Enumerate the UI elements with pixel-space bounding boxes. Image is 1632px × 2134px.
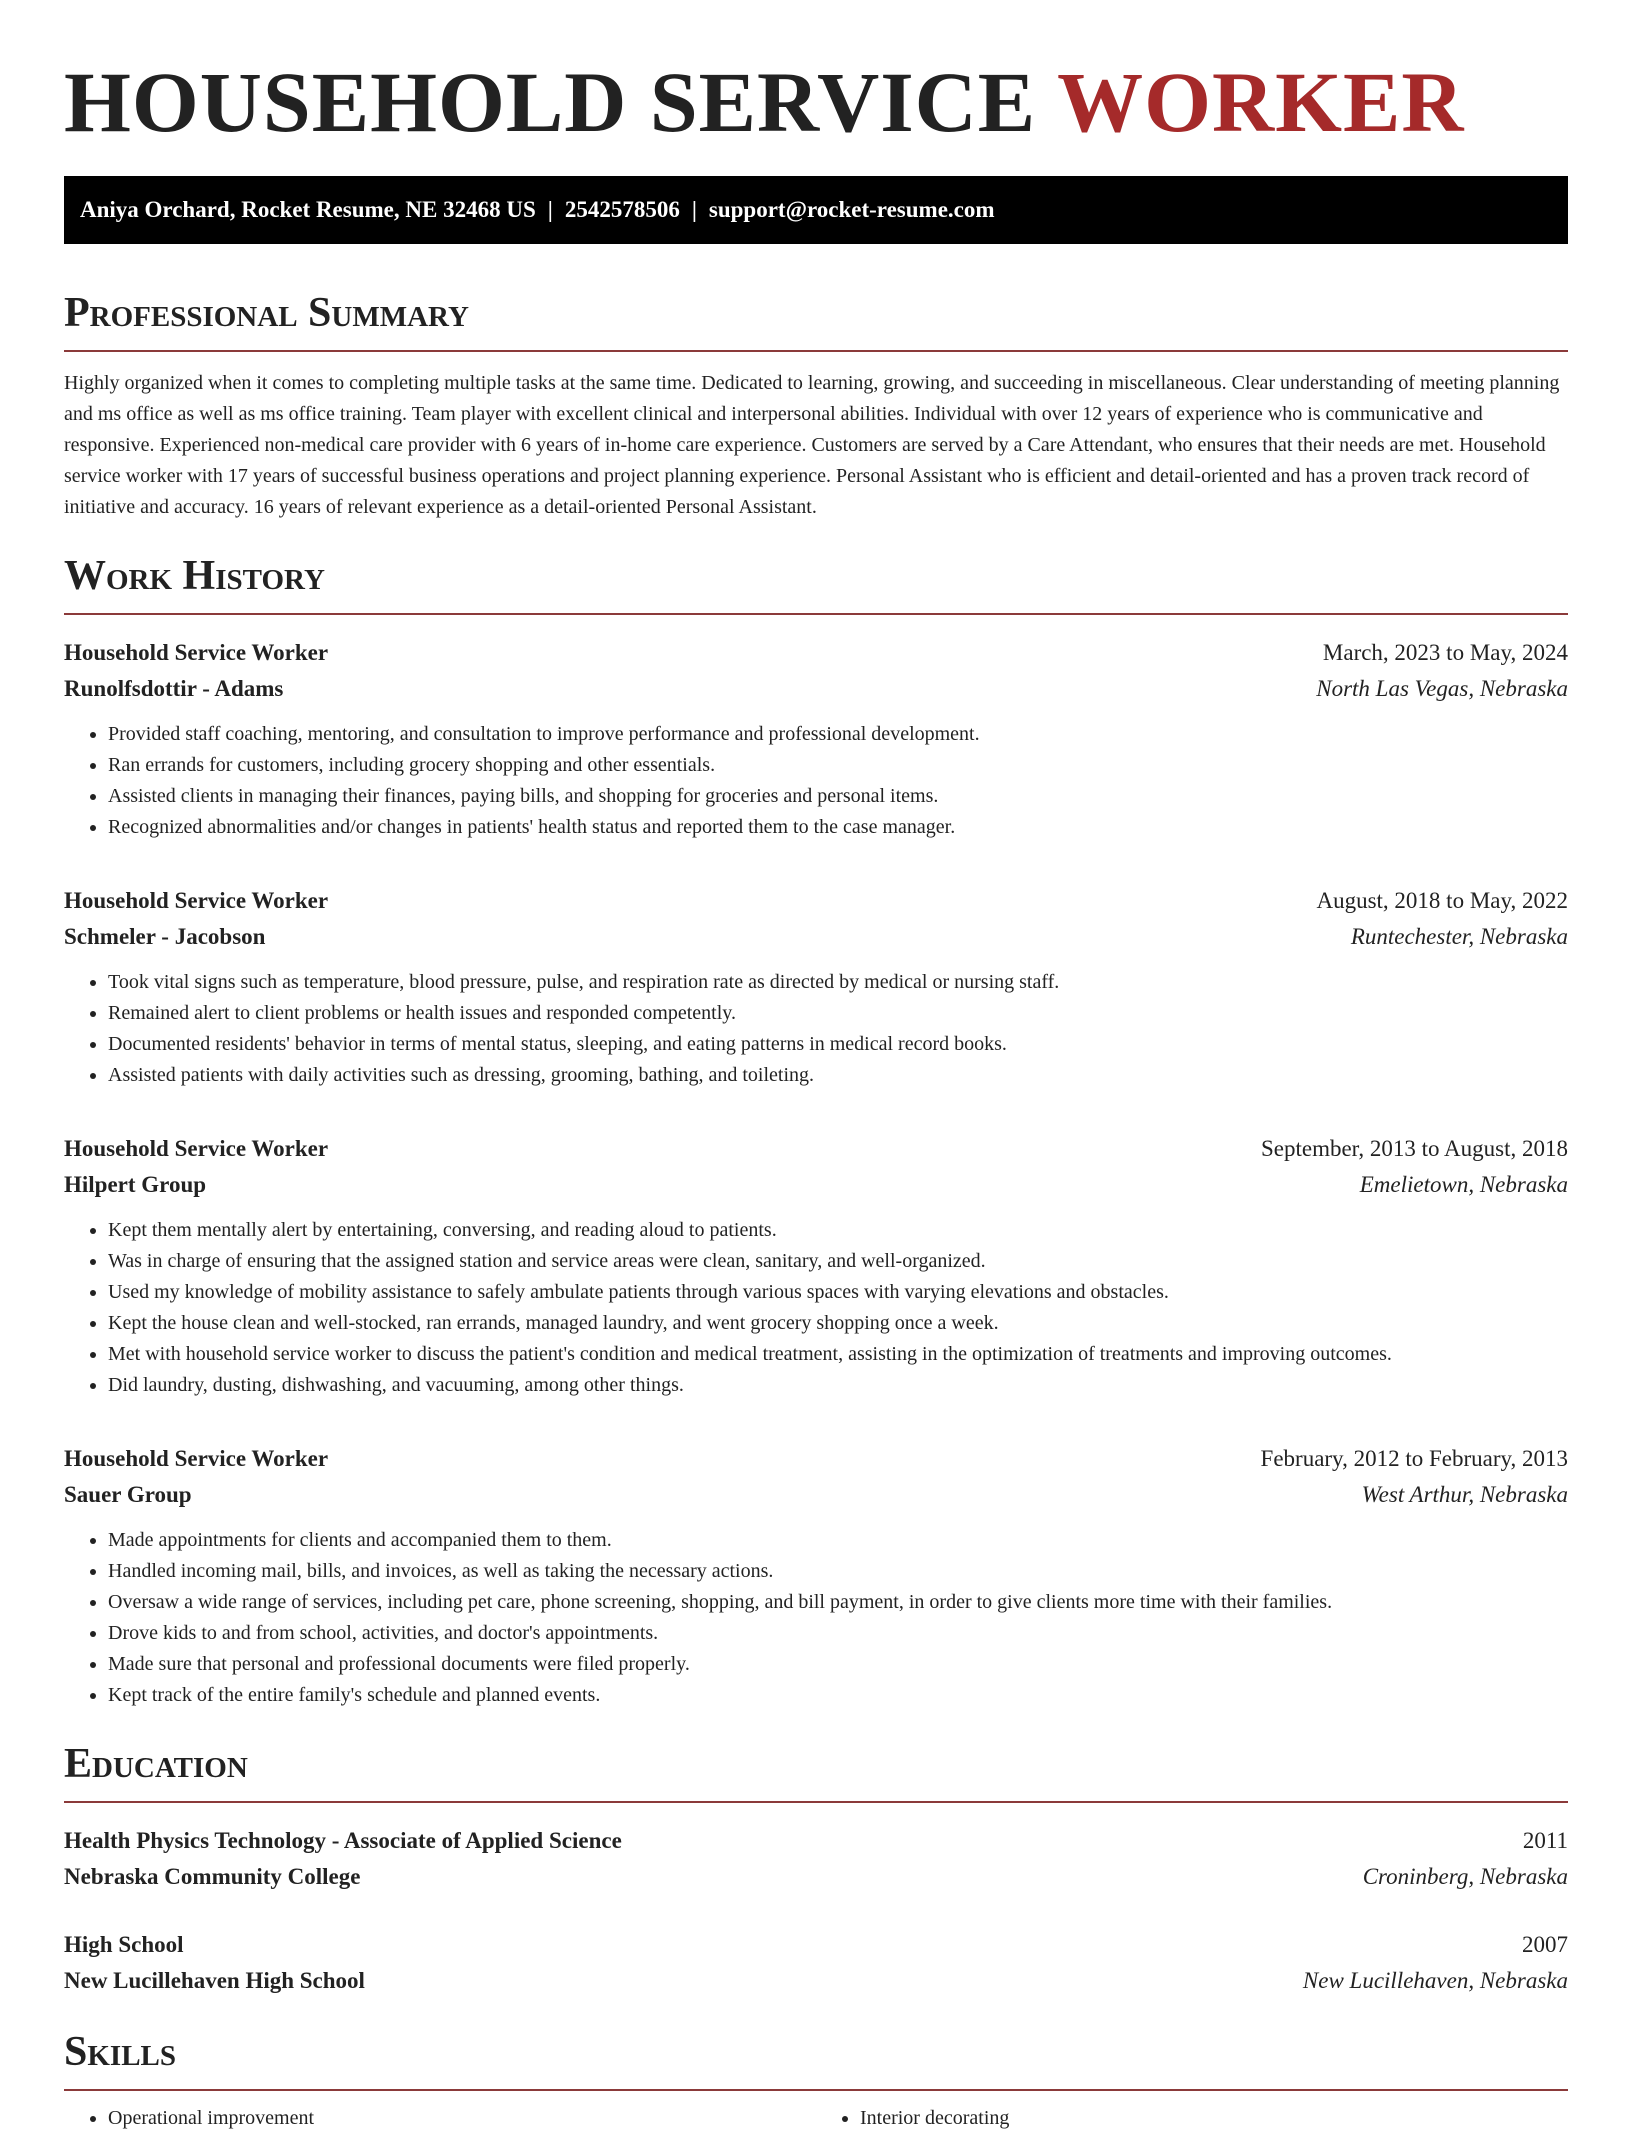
job-duties-list: [64, 719, 1568, 843]
section-divider: [64, 1801, 1568, 1803]
job-duty: • Oversaw a wide range of services, including pet care, phone screening, shopping, and bill payment, in order to give clients more time with their families.: [108, 1587, 1568, 1618]
job-company: Sauer Group: [64, 1482, 192, 1507]
section-divider: [64, 2089, 1568, 2091]
job-duty: • Assisted patients with daily activities such as dressing, grooming, bathing, and toileting.: [108, 1060, 1568, 1091]
work-history-heading: Work History: [64, 553, 325, 599]
job-duties-list: [64, 1215, 1568, 1401]
skills-section: [64, 2027, 1568, 2134]
education-school: Nebraska Community College: [64, 1864, 361, 1889]
contact-address: Aniya Orchard, Rocket Resume, NE 32468 US: [80, 197, 536, 222]
education-year: 2011: [1522, 1828, 1568, 1853]
education-school: New Lucillehaven High School: [64, 1968, 365, 1993]
job-company: Runolfsdottir - Adams: [64, 676, 284, 701]
job-duty: • Remained alert to client problems or health issues and responded competently.: [108, 998, 1568, 1029]
skill-item: • Operational improvement: [108, 2103, 816, 2134]
title-main: HOUSEHOLD SERVICE: [64, 54, 1037, 150]
skills-list-left: [64, 2103, 816, 2134]
job-duty: • Made appointments for clients and accompanied them to them.: [108, 1525, 1568, 1556]
job-duty: • Kept the house clean and well-stocked, ran errands, managed laundry, and went grocery shopping once a week.: [108, 1308, 1568, 1339]
job-duty: • Handled incoming mail, bills, and invoices, as well as taking the necessary actions.: [108, 1556, 1568, 1587]
contact-phone[interactable]: 2542578506: [564, 197, 680, 222]
job-company: Hilpert Group: [64, 1172, 207, 1197]
section-divider: [64, 350, 1568, 352]
education-entry: [64, 1927, 1568, 1999]
job-location: West Arthur, Nebraska: [1361, 1482, 1568, 1507]
section-divider: [64, 613, 1568, 615]
skills-heading: Skills: [64, 2029, 177, 2075]
summary-heading: Professional Summary: [64, 290, 469, 336]
job-entry: [64, 883, 1568, 1091]
job-duty: • Assisted clients in managing their finances, paying bills, and shopping for groceries and personal items.: [108, 781, 1568, 812]
job-location: Emelietown, Nebraska: [1359, 1172, 1568, 1197]
job-duty: • Documented residents' behavior in terms of mental status, sleeping, and eating patterns in medical record books.: [108, 1029, 1568, 1060]
education-heading: Education: [64, 1741, 248, 1787]
summary-text: Highly organized when it comes to completing multiple tasks at the same time. Dedicated to learning, growing, and succeeding in miscellaneous. Clear understanding of meeting planning and ms office as well as ms office training. Team player with excellent clinical and interpersonal abilities. Individual with over 12 years of experience who is communicative and responsive. Experienced non-medical care provider with 6 years of in-home care experience. Customers are served by a Care Attendant, who ensures that their needs are met. Household service worker with 17 years of successful business operations and project planning experience. Personal Assistant who is efficient and detail-oriented and has a proven track record of initiative and accuracy. 16 years of relevant experience as a detail-oriented Personal Assistant.: [64, 372, 1560, 518]
job-duty: • Kept them mentally alert by entertaining, conversing, and reading aloud to patients.: [108, 1215, 1568, 1246]
skills-list-right: [816, 2103, 1568, 2134]
job-duty: • Provided staff coaching, mentoring, and consultation to improve performance and professional development.: [108, 719, 1568, 750]
job-location: Runtechester, Nebraska: [1350, 924, 1568, 949]
job-dates: February, 2012 to February, 2013: [1260, 1446, 1568, 1471]
job-entry: [64, 1131, 1568, 1401]
job-duties-list: [64, 1525, 1568, 1711]
job-duty: • Used my knowledge of mobility assistance to safely ambulate patients through various spaces with varying elevations and obstacles.: [108, 1277, 1568, 1308]
job-dates: August, 2018 to May, 2022: [1316, 888, 1568, 913]
contact-separator: |: [547, 197, 553, 222]
job-duty: • Did laundry, dusting, dishwashing, and vacuuming, among other things.: [108, 1370, 1568, 1401]
job-entry: [64, 635, 1568, 843]
job-title: Household Service Worker: [64, 1446, 329, 1471]
job-duty: • Took vital signs such as temperature, blood pressure, pulse, and respiration rate as directed by medical or nursing staff.: [108, 967, 1568, 998]
education-degree: High School: [64, 1932, 184, 1957]
education-section: [64, 1739, 1568, 1999]
education-degree: Health Physics Technology - Associate of Applied Science: [64, 1828, 622, 1853]
job-duty: • Met with household service worker to discuss the patient's condition and medical treatment, assisting in the optimization of treatments and improving outcomes.: [108, 1339, 1568, 1370]
job-company: Schmeler - Jacobson: [64, 924, 266, 949]
contact-email[interactable]: support@rocket-resume.com: [708, 197, 995, 222]
summary-section: [64, 288, 1568, 523]
education-location: New Lucillehaven, Nebraska: [1302, 1968, 1568, 1993]
education-location: Croninberg, Nebraska: [1362, 1864, 1568, 1889]
resume-title: [64, 52, 1568, 152]
title-accent: WORKER: [1057, 54, 1465, 150]
job-duty: • Recognized abnormalities and/or changes in patients' health status and reported them to the case manager.: [108, 812, 1568, 843]
job-duty: • Ran errands for customers, including grocery shopping and other essentials.: [108, 750, 1568, 781]
job-dates: September, 2013 to August, 2018: [1260, 1136, 1568, 1161]
education-entry: [64, 1823, 1568, 1895]
skills-columns: [64, 2103, 1568, 2134]
job-duty: • Made sure that personal and professional documents were filed properly.: [108, 1649, 1568, 1680]
job-title: Household Service Worker: [64, 888, 329, 913]
skill-item: • Interior decorating: [860, 2103, 1568, 2134]
job-duty: • Was in charge of ensuring that the assigned station and service areas were clean, sanitary, and well-organized.: [108, 1246, 1568, 1277]
job-duty: • Drove kids to and from school, activities, and doctor's appointments.: [108, 1618, 1568, 1649]
job-dates: March, 2023 to May, 2024: [1322, 640, 1568, 665]
contact-separator: |: [691, 197, 697, 222]
contact-bar: [64, 176, 1568, 244]
work-history-section: [64, 551, 1568, 1711]
job-title: Household Service Worker: [64, 640, 329, 665]
job-duties-list: [64, 967, 1568, 1091]
education-year: 2007: [1522, 1932, 1568, 1957]
job-title: Household Service Worker: [64, 1136, 329, 1161]
job-duty: • Kept track of the entire family's schedule and planned events.: [108, 1680, 1568, 1711]
job-location: North Las Vegas, Nebraska: [1316, 676, 1568, 701]
job-entry: [64, 1441, 1568, 1711]
